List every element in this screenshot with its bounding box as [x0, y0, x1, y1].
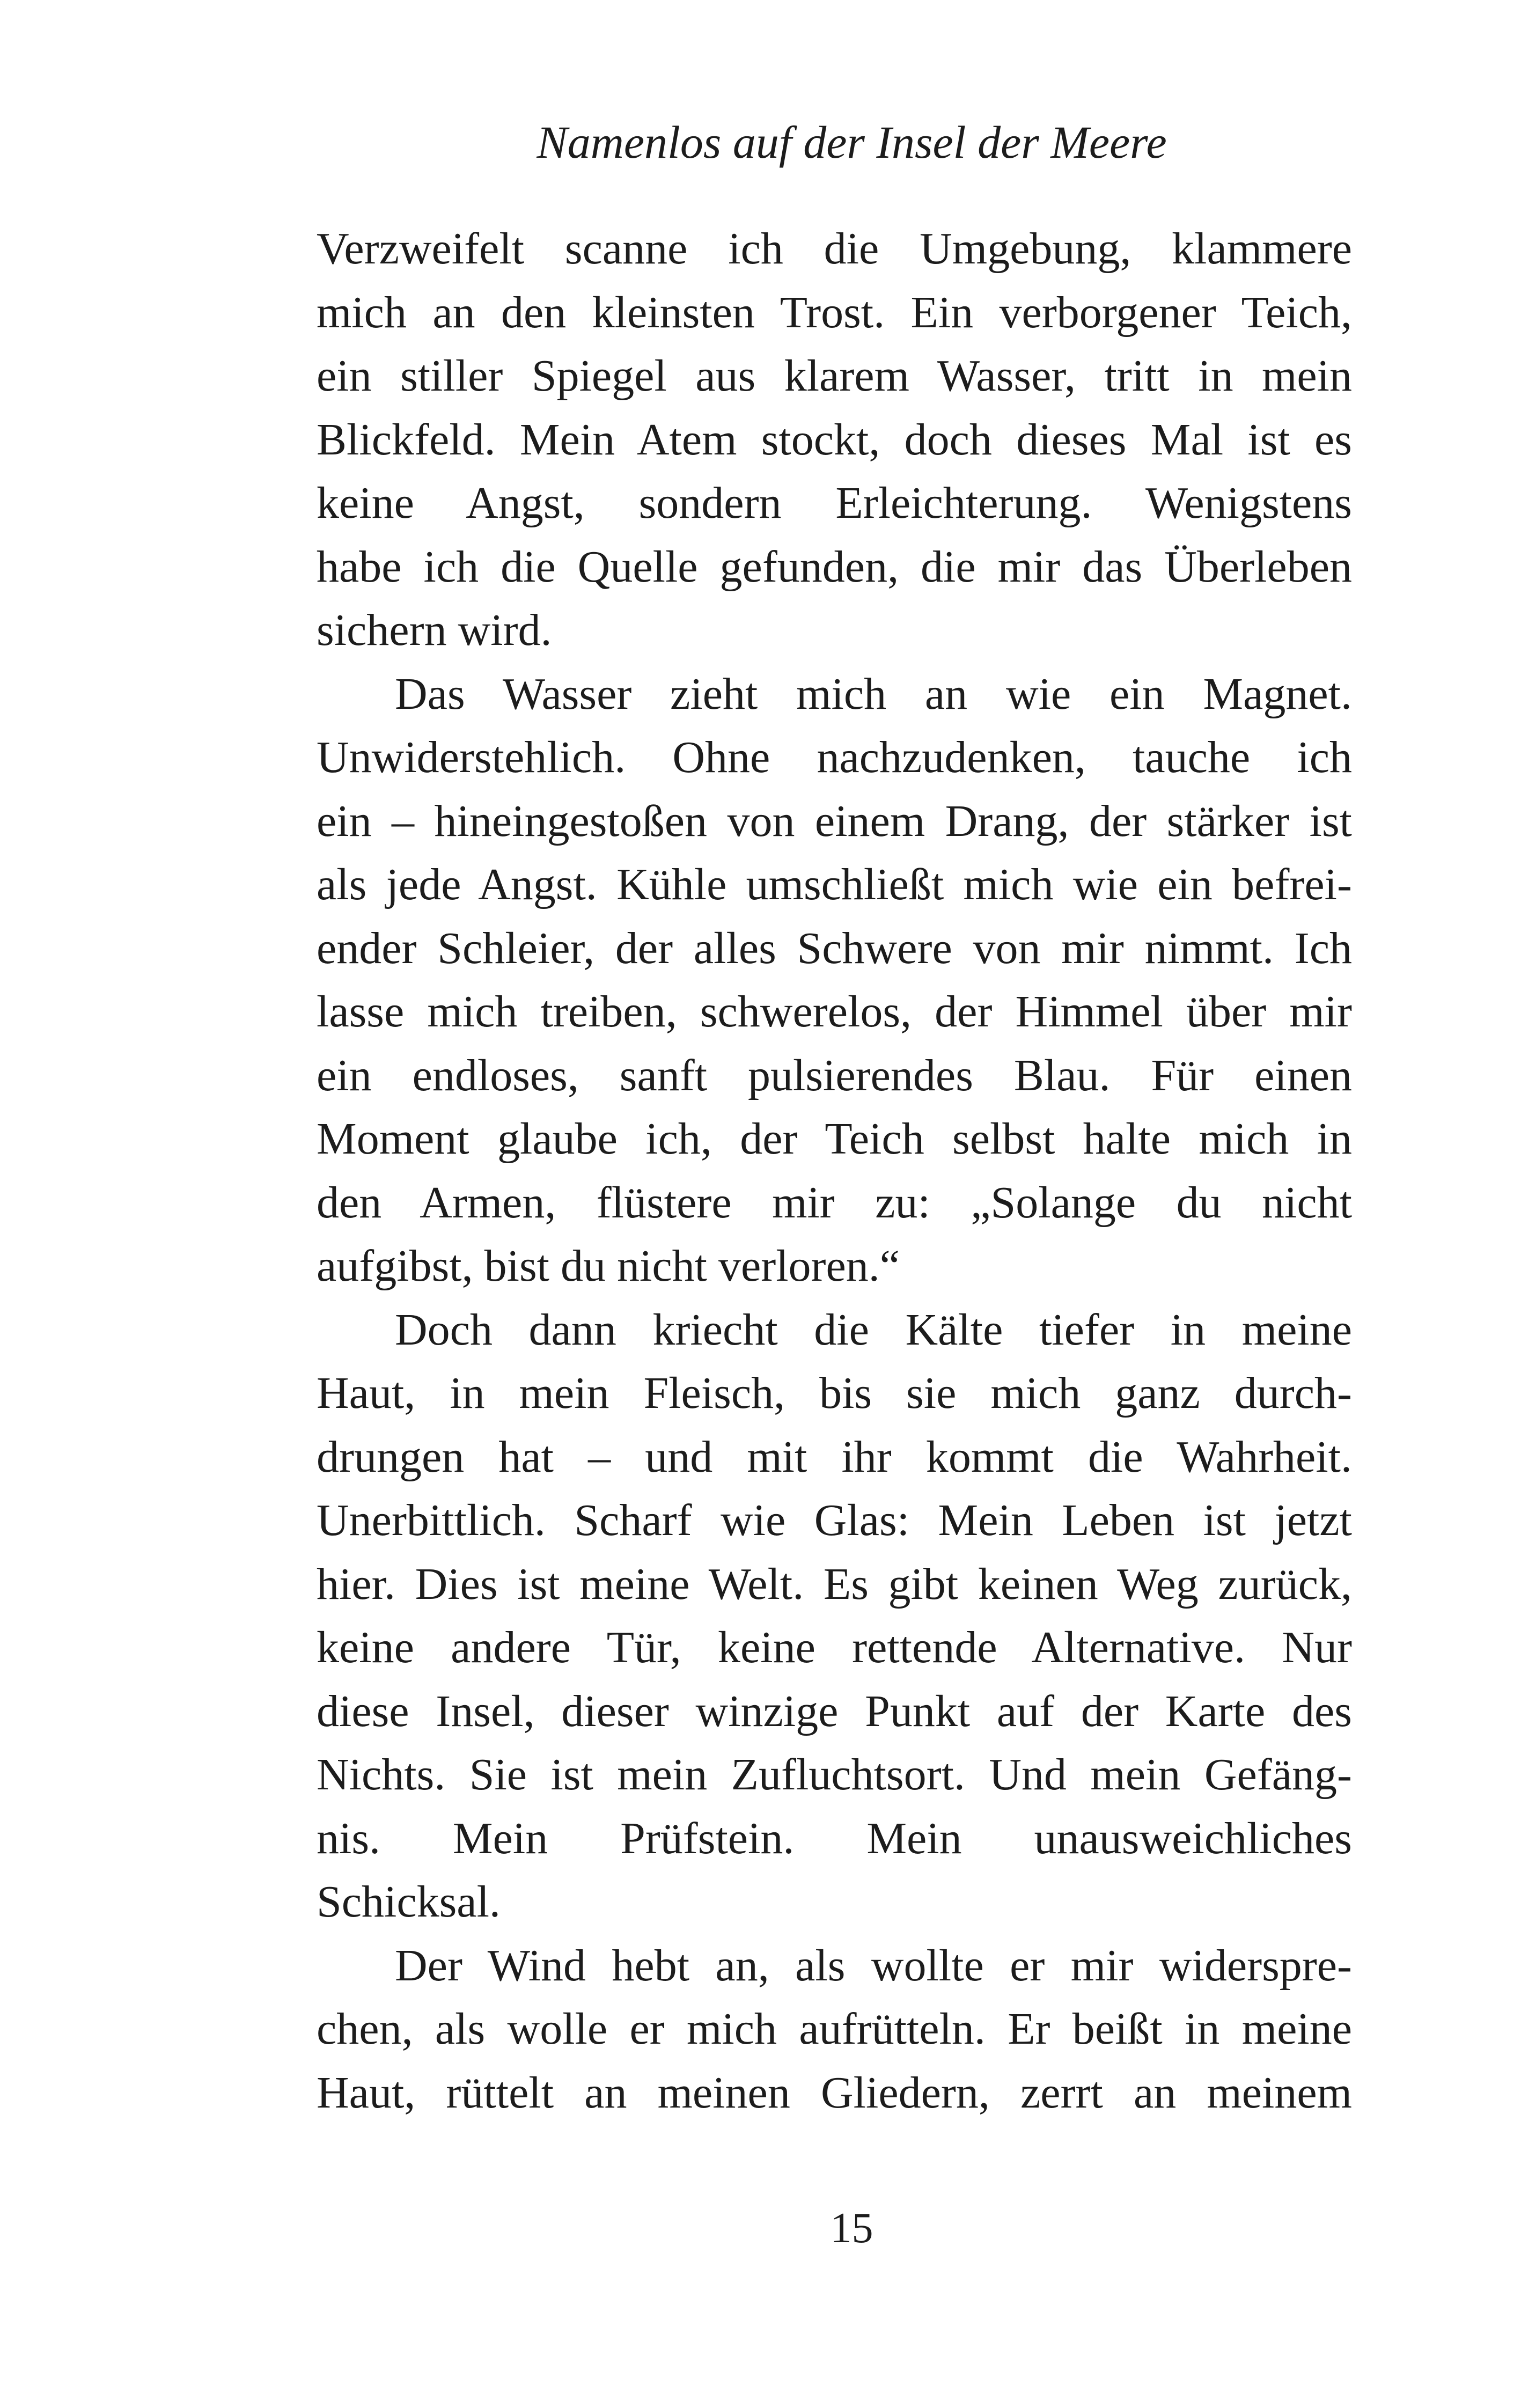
text-line: Unwiderstehlich. Ohne nachzudenken, tauche ich [317, 732, 1352, 782]
text-line: sichern wird. [317, 605, 552, 655]
running-header-title: Namenlos auf der Insel der Meere [537, 116, 1167, 168]
text-line: Schicksal. [317, 1877, 501, 1927]
text-line: Doch dann kriecht die Kälte tiefer in meine [395, 1304, 1352, 1355]
text-line: habe ich die Quelle gefunden, die mir das Überleben [317, 541, 1352, 592]
text-line: Das Wasser zieht mich an wie ein Magnet. [395, 669, 1352, 719]
text-line: chen, als wolle er mich aufrütteln. Er beißt in meine [317, 2004, 1352, 2054]
text-line: keine andere Tür, keine rettende Alternative. Nur [317, 1623, 1352, 1672]
text-line: Unerbittlich. Scharf wie Glas: Mein Leben ist jetzt [317, 1495, 1352, 1545]
text-line: drungen hat – und mit ihr kommt die Wahrheit. [317, 1431, 1352, 1482]
text-line: Haut, in mein Fleisch, bis sie mich ganz durch- [317, 1368, 1352, 1418]
text-line: Verzweifelt scanne ich die Umgebung, klammere [317, 224, 1352, 274]
text-line: Haut, rüttelt an meinen Gliedern, zerrt an meinem [317, 2067, 1352, 2118]
text-line: diese Insel, dieser winzige Punkt auf der Karte des [317, 1686, 1352, 1736]
text-line: ein endloses, sanft pulsierendes Blau. Für einen [317, 1050, 1352, 1100]
text-line: als jede Angst. Kühle umschließt mich wie ein befrei- [317, 860, 1352, 909]
page-number: 15 [830, 2205, 873, 2252]
text-line: Blickfeld. Mein Atem stockt, doch dieses Mal ist es [317, 414, 1352, 465]
text-line: keine Angst, sondern Erleichterung. Wenigstens [317, 478, 1352, 528]
text-line: nis. Mein Prüfstein. Mein unausweichliches [317, 1813, 1352, 1863]
text-line: aufgibst, bist du nicht verloren.“ [317, 1241, 900, 1291]
text-line: den Armen, flüstere mir zu: „Solange du nicht [317, 1177, 1352, 1228]
text-line: lasse mich treiben, schwerelos, der Himmel über mir [317, 987, 1352, 1037]
text-line: ein stiller Spiegel aus klarem Wasser, tritt in mein [317, 351, 1352, 401]
text-line: Moment glaube ich, der Teich selbst halte mich in [317, 1114, 1352, 1164]
text-line: Der Wind hebt an, als wollte er mir widerspre- [395, 1940, 1352, 1991]
text-line: ein – hineingestoßen von einem Drang, der stärker ist [317, 796, 1352, 846]
text-line: mich an den kleinsten Trost. Ein verborgener Teich, [317, 287, 1352, 337]
text-line: ender Schleier, der alles Schwere von mir nimmt. Ich [317, 923, 1352, 973]
text-line: Nichts. Sie ist mein Zufluchtsort. Und mein Gefäng- [317, 1750, 1352, 1800]
text-line: hier. Dies ist meine Welt. Es gibt keinen Weg zurück, [317, 1559, 1352, 1609]
body-text [317, 217, 1352, 2125]
